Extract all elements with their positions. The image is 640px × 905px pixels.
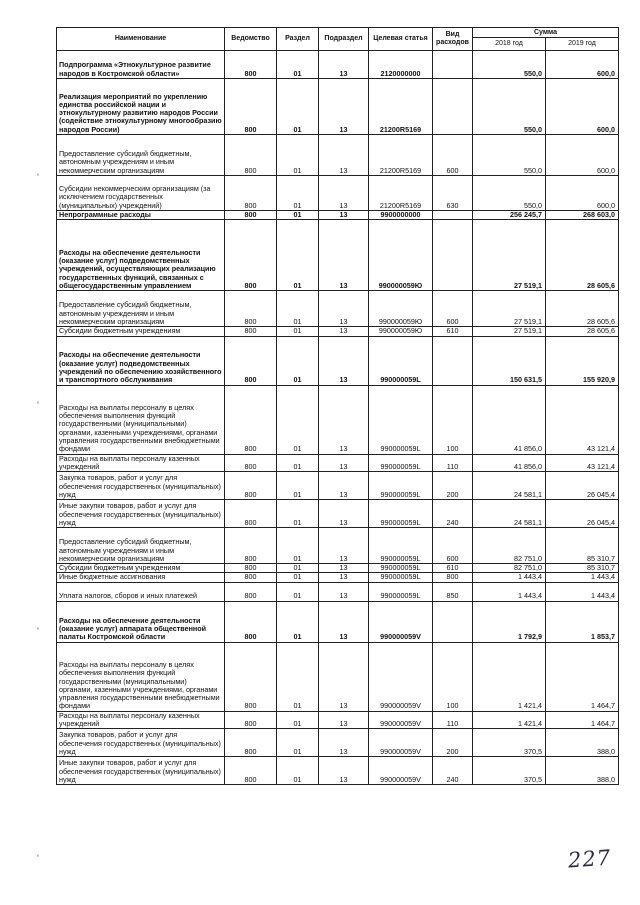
table-row [57,472,619,500]
cell-2019: 1 443,4 [546,573,619,582]
margin-mark: ‘ [37,172,39,182]
cell-section: 01 [277,564,319,573]
cell-name: Расходы на обеспечение деятельности (оказание услуг) аппарата общественной палаты Костромской области [57,601,225,642]
table-row [57,220,619,291]
cell-name: Уплата налогов, сборов и иных платежей [57,582,225,601]
cell-target: 990000059V [369,729,433,757]
table-row [57,573,619,582]
cell-dept: 800 [225,51,277,79]
cell-name: Расходы на обеспечение деятельности (оказание услуг) подведомственных учреждений, осуществляющих реализацию государственных функций, связанных с общегосударственным управлением [57,220,225,291]
cell-dept: 800 [225,135,277,176]
cell-kind [433,601,473,642]
cell-kind: 200 [433,472,473,500]
cell-subsection: 13 [319,564,369,573]
cell-subsection: 13 [319,642,369,711]
cell-2019: 28 605,6 [546,291,619,327]
cell-kind [433,51,473,79]
cell-2018: 550,0 [473,51,546,79]
cell-kind: 610 [433,327,473,336]
cell-dept: 800 [225,500,277,528]
cell-kind [433,211,473,220]
table-row [57,757,619,785]
cell-subsection: 13 [319,79,369,135]
cell-2019: 1 464,7 [546,642,619,711]
cell-2019: 600,0 [546,51,619,79]
cell-target: 21200R5169 [369,135,433,176]
cell-dept: 800 [225,220,277,291]
cell-subsection: 13 [319,336,369,385]
header-section: Раздел [277,28,319,51]
cell-kind: 600 [433,528,473,564]
cell-2018: 41 856,0 [473,454,546,472]
cell-section: 01 [277,291,319,327]
cell-name: Закупка товаров, работ и услуг для обеспечения государственных (муниципальных) нужд [57,729,225,757]
table-row [57,327,619,336]
cell-dept: 800 [225,582,277,601]
table-row [57,582,619,601]
cell-name: Расходы на выплаты персоналу казенных учреждений [57,454,225,472]
cell-kind [433,220,473,291]
table-row [57,711,619,729]
cell-dept: 800 [225,176,277,211]
header-sum: Сумма [473,28,619,38]
cell-2019: 600,0 [546,176,619,211]
cell-2019: 600,0 [546,79,619,135]
cell-dept: 800 [225,757,277,785]
table-header [57,28,619,51]
cell-name: Предоставление субсидий бюджетным, автономным учреждениям и иным некоммерческим организациям [57,528,225,564]
cell-section: 01 [277,385,319,454]
cell-name: Иные закупки товаров, работ и услуг для обеспечения государственных (муниципальных) нужд [57,757,225,785]
cell-subsection: 13 [319,729,369,757]
cell-2018: 24 581,1 [473,500,546,528]
table-row [57,528,619,564]
cell-section: 01 [277,642,319,711]
cell-kind: 110 [433,711,473,729]
cell-target: 9900000000 [369,211,433,220]
cell-target: 990000059L [369,472,433,500]
cell-dept: 800 [225,327,277,336]
cell-2018: 41 856,0 [473,385,546,454]
cell-name: Предоставление субсидий бюджетным, автономным учреждениям и иным некоммерческим организациям [57,291,225,327]
cell-dept: 800 [225,291,277,327]
cell-name: Расходы на выплаты персоналу в целях обеспечения выполнения функций государственными (муниципальными) органами, казенными учреждениями, органами управления государственными внебюджетными фондами [57,385,225,454]
cell-target: 990000059L [369,564,433,573]
cell-section: 01 [277,757,319,785]
cell-dept: 800 [225,385,277,454]
cell-subsection: 13 [319,573,369,582]
cell-target: 990000059L [369,582,433,601]
table-row [57,642,619,711]
cell-section: 01 [277,51,319,79]
cell-dept: 800 [225,601,277,642]
cell-target: 990000059V [369,601,433,642]
cell-section: 01 [277,711,319,729]
header-subsection: Подраздел [319,28,369,51]
cell-2019: 268 603,0 [546,211,619,220]
cell-2018: 256 245,7 [473,211,546,220]
cell-section: 01 [277,454,319,472]
cell-kind: 600 [433,135,473,176]
table-row [57,454,619,472]
cell-2019: 26 045,4 [546,500,619,528]
cell-2018: 550,0 [473,176,546,211]
table-row [57,500,619,528]
cell-subsection: 13 [319,472,369,500]
cell-name: Расходы на обеспечение деятельности (оказание услуг) подведомственных учреждений по обеспечению хозяйственного и транспортного обслуживания [57,336,225,385]
cell-dept: 800 [225,472,277,500]
cell-section: 01 [277,528,319,564]
cell-kind: 800 [433,573,473,582]
cell-subsection: 13 [319,327,369,336]
cell-subsection: 13 [319,582,369,601]
table-row [57,385,619,454]
cell-kind: 100 [433,642,473,711]
cell-name: Расходы на выплаты персоналу казенных учреждений [57,711,225,729]
cell-2019: 28 605,6 [546,220,619,291]
cell-2018: 1 792,9 [473,601,546,642]
cell-target: 990000059L [369,454,433,472]
table-row [57,601,619,642]
cell-kind: 240 [433,500,473,528]
cell-2018: 1 443,4 [473,582,546,601]
cell-section: 01 [277,176,319,211]
cell-2019: 85 310,7 [546,564,619,573]
cell-dept: 800 [225,336,277,385]
cell-2019: 26 045,4 [546,472,619,500]
cell-target: 990000059V [369,642,433,711]
cell-2019: 388,0 [546,757,619,785]
cell-kind [433,336,473,385]
cell-2019: 1 853,7 [546,601,619,642]
cell-section: 01 [277,582,319,601]
table-row [57,291,619,327]
cell-section: 01 [277,472,319,500]
cell-name: Субсидии некоммерческим организациям (за исключением государственных (муниципальных) учреждений) [57,176,225,211]
cell-2018: 27 519,1 [473,220,546,291]
cell-2018: 82 751,0 [473,564,546,573]
cell-section: 01 [277,729,319,757]
cell-dept: 800 [225,528,277,564]
cell-section: 01 [277,573,319,582]
cell-kind: 610 [433,564,473,573]
cell-name: Реализация мероприятий по укреплению единства российской нации и этнокультурному развитию народов России (содействие этнокультурному многообразию народов России) [57,79,225,135]
cell-target: 2120000000 [369,51,433,79]
cell-2019: 388,0 [546,729,619,757]
cell-2018: 150 631,5 [473,336,546,385]
cell-kind: 600 [433,291,473,327]
cell-subsection: 13 [319,528,369,564]
cell-2018: 1 421,4 [473,642,546,711]
cell-section: 01 [277,327,319,336]
table-row [57,336,619,385]
cell-target: 990000059L [369,573,433,582]
cell-2018: 27 519,1 [473,291,546,327]
cell-target: 990000059L [369,336,433,385]
cell-dept: 800 [225,564,277,573]
cell-2019: 43 121,4 [546,385,619,454]
table-row [57,176,619,211]
margin-mark: ‘ [37,400,39,410]
cell-subsection: 13 [319,176,369,211]
cell-kind: 200 [433,729,473,757]
cell-kind [433,79,473,135]
cell-2019: 43 121,4 [546,454,619,472]
budget-table-sheet [56,27,618,785]
cell-kind: 100 [433,385,473,454]
cell-dept: 800 [225,573,277,582]
header-2018: 2018 год [473,38,546,51]
cell-target: 990000059Ю [369,291,433,327]
margin-mark: ‘ [37,853,39,863]
table-body [57,51,619,785]
cell-2018: 24 581,1 [473,472,546,500]
cell-name: Иные бюджетные ассигнования [57,573,225,582]
cell-section: 01 [277,79,319,135]
cell-2019: 1 464,7 [546,711,619,729]
cell-section: 01 [277,500,319,528]
table-row [57,51,619,79]
cell-kind: 850 [433,582,473,601]
cell-name: Субсидии бюджетным учреждениям [57,327,225,336]
cell-name: Иные закупки товаров, работ и услуг для обеспечения государственных (муниципальных) нужд [57,500,225,528]
table-row [57,135,619,176]
budget-table [56,27,619,785]
cell-dept: 800 [225,79,277,135]
cell-2018: 1 443,4 [473,573,546,582]
table-row [57,729,619,757]
cell-2018: 370,5 [473,729,546,757]
cell-kind: 630 [433,176,473,211]
margin-mark: ‘ [37,626,39,636]
cell-dept: 800 [225,711,277,729]
cell-2018: 370,5 [473,757,546,785]
header-2019: 2019 год [546,38,619,51]
cell-section: 01 [277,220,319,291]
cell-section: 01 [277,601,319,642]
cell-section: 01 [277,211,319,220]
cell-subsection: 13 [319,601,369,642]
cell-dept: 800 [225,642,277,711]
cell-2018: 27 519,1 [473,327,546,336]
cell-target: 990000059L [369,528,433,564]
cell-name: Закупка товаров, работ и услуг для обеспечения государственных (муниципальных) нужд [57,472,225,500]
cell-2019: 600,0 [546,135,619,176]
cell-kind: 110 [433,454,473,472]
cell-subsection: 13 [319,385,369,454]
cell-2018: 550,0 [473,79,546,135]
cell-dept: 800 [225,729,277,757]
cell-dept: 800 [225,454,277,472]
cell-subsection: 13 [319,454,369,472]
cell-target: 990000059Ю [369,327,433,336]
cell-2019: 155 920,9 [546,336,619,385]
cell-2019: 28 605,6 [546,327,619,336]
cell-name: Непрограммные расходы [57,211,225,220]
header-target: Целевая статья [369,28,433,51]
cell-dept: 800 [225,211,277,220]
cell-target: 21200R5169 [369,176,433,211]
header-name: Наименование [57,28,225,51]
cell-2019: 1 443,4 [546,582,619,601]
table-row [57,564,619,573]
cell-kind: 240 [433,757,473,785]
table-row [57,211,619,220]
cell-target: 990000059V [369,757,433,785]
cell-subsection: 13 [319,711,369,729]
cell-name: Субсидии бюджетным учреждениям [57,564,225,573]
cell-target: 21200R5169 [369,79,433,135]
cell-2019: 85 310,7 [546,528,619,564]
header-dept: Ведомство [225,28,277,51]
cell-target: 990000059L [369,385,433,454]
cell-subsection: 13 [319,211,369,220]
cell-target: 990000059Ю [369,220,433,291]
header-kind: Вид расходов [433,28,473,51]
cell-subsection: 13 [319,500,369,528]
cell-subsection: 13 [319,220,369,291]
cell-target: 990000059L [369,500,433,528]
cell-subsection: 13 [319,291,369,327]
cell-name: Расходы на выплаты персоналу в целях обеспечения выполнения функций государственными (муниципальными) органами, казенными учреждениями, органами управления государственными внебюджетными фондами [57,642,225,711]
cell-section: 01 [277,135,319,176]
cell-subsection: 13 [319,51,369,79]
cell-name: Подпрограмма «Этнокультурное развитие народов в Костромской области» [57,51,225,79]
cell-name: Предоставление субсидий бюджетным, автономным учреждениям и иным некоммерческим организациям [57,135,225,176]
cell-subsection: 13 [319,757,369,785]
cell-2018: 1 421,4 [473,711,546,729]
handwritten-page-number: 227 [567,845,612,873]
cell-2018: 550,0 [473,135,546,176]
cell-2018: 82 751,0 [473,528,546,564]
cell-target: 990000059V [369,711,433,729]
cell-section: 01 [277,336,319,385]
table-row [57,79,619,135]
cell-subsection: 13 [319,135,369,176]
